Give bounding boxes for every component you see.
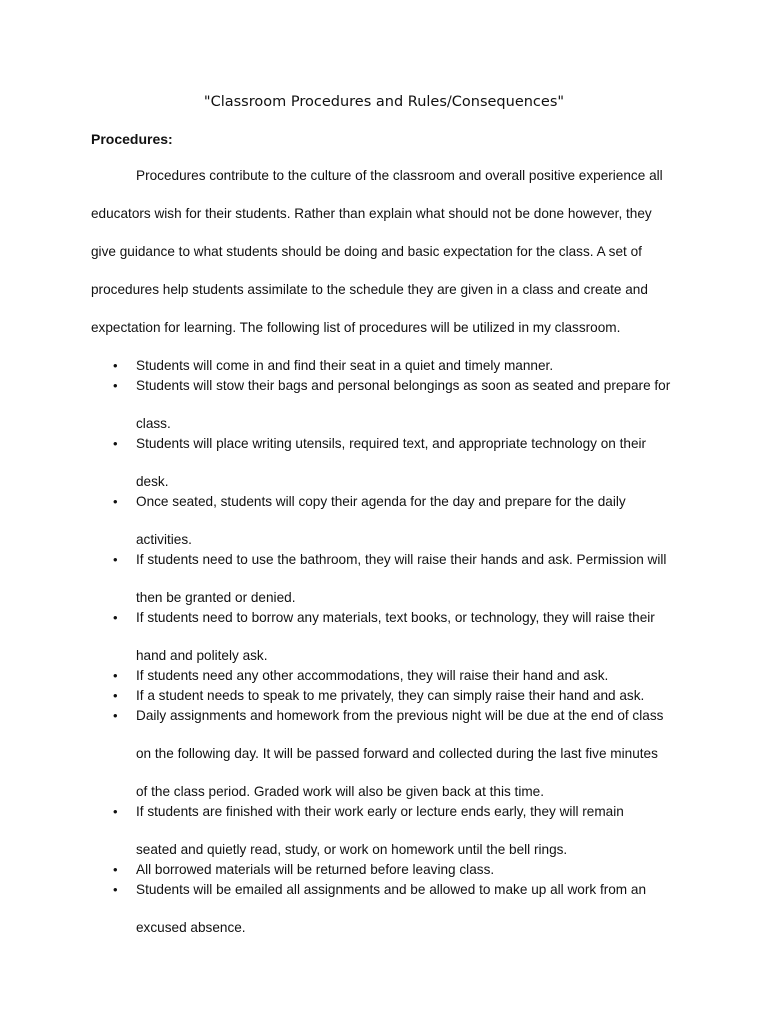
procedure-text-line: Daily assignments and homework from the previous night will be due at the end of class [136,708,664,723]
procedure-text [136,551,768,607]
procedure-text-line: activities. [136,532,192,547]
bullet-icon: • [113,708,118,723]
procedure-text-line: Students will be emailed all assignments and be allowed to make up all work from an [136,882,647,897]
procedure-list-item [0,707,768,801]
procedure-list-item [0,357,768,375]
procedure-text-line: class. [136,416,171,431]
bullet-icon: • [113,494,118,509]
procedure-text-line: All borrowed materials will be returned before leaving class. [136,862,495,877]
procedure-text [136,803,768,859]
bullet-icon: • [113,436,118,451]
procedure-list-item [0,377,768,433]
procedure-text-line: Once seated, students will copy their agenda for the day and prepare for the daily [136,494,626,509]
procedure-text-line: seated and quietly read, study, or work on homework until the bell rings. [136,842,568,857]
procedure-text-line: If a student needs to speak to me privately, they can simply raise their hand and ask. [136,688,645,703]
document-title: "Classroom Procedures and Rules/Consequences" [203,94,565,110]
intro-paragraph [91,167,691,357]
bullet-icon: • [113,688,118,703]
procedure-list-item [0,493,768,549]
procedure-text-line: on the following day. It will be passed forward and collected during the last five minutes [136,746,658,761]
bullet-icon: • [113,610,118,625]
procedure-text-line: If students are finished with their work early or lecture ends early, they will remain [136,804,624,819]
intro-line: procedures help students assimilate to the schedule they are given in a class and create and [91,282,648,297]
bullet-icon: • [113,668,118,683]
procedure-list-item [0,687,768,705]
procedure-text-line: excused absence. [136,920,246,935]
procedure-text-line: Students will stow their bags and personal belongings as soon as seated and prepare for [136,378,671,393]
intro-line: give guidance to what students should be doing and basic expectation for the class. A set of [91,244,642,259]
procedure-text [136,707,768,801]
procedures-list [0,357,768,939]
procedure-text-line: If students need to use the bathroom, they will raise their hands and ask. Permission will [136,552,667,567]
procedure-text [136,435,768,491]
bullet-icon: • [113,882,118,897]
intro-line: educators wish for their students. Rather than explain what should not be done however, they [91,206,652,221]
bullet-icon: • [113,378,118,393]
procedure-list-item [0,803,768,859]
procedure-text-line: of the class period. Graded work will also be given back at this time. [136,784,545,799]
procedure-list-item [0,435,768,491]
procedure-text-line: hand and politely ask. [136,648,268,663]
intro-line: expectation for learning. The following list of procedures will be utilized in my classroom. [91,320,621,335]
procedure-text-line: desk. [136,474,169,489]
procedure-list-item [0,609,768,665]
procedure-text-line: Students will place writing utensils, required text, and appropriate technology on their [136,436,647,451]
procedure-list-item [0,881,768,937]
procedure-text-line: If students need to borrow any materials, text books, or technology, they will raise their [136,610,655,625]
procedure-list-item [0,861,768,879]
procedure-text [136,357,768,375]
bullet-icon: • [113,862,118,877]
bullet-icon: • [113,804,118,819]
procedure-text-line: then be granted or denied. [136,590,296,605]
procedure-text [136,609,768,665]
procedure-list-item [0,551,768,607]
procedure-text [136,687,768,705]
procedure-text [136,881,768,937]
procedure-text [136,667,768,685]
procedure-text [136,861,768,879]
procedure-text [136,493,768,549]
intro-line: Procedures contribute to the culture of the classroom and overall positive experience all [136,168,663,183]
procedure-text-line: If students need any other accommodations, they will raise their hand and ask. [136,668,609,683]
procedure-text-line: Students will come in and find their seat in a quiet and timely manner. [136,358,554,373]
procedure-list-item [0,667,768,685]
procedure-text [136,377,768,433]
bullet-icon: • [113,552,118,567]
section-heading: Procedures: [91,131,173,147]
bullet-icon: • [113,358,118,373]
